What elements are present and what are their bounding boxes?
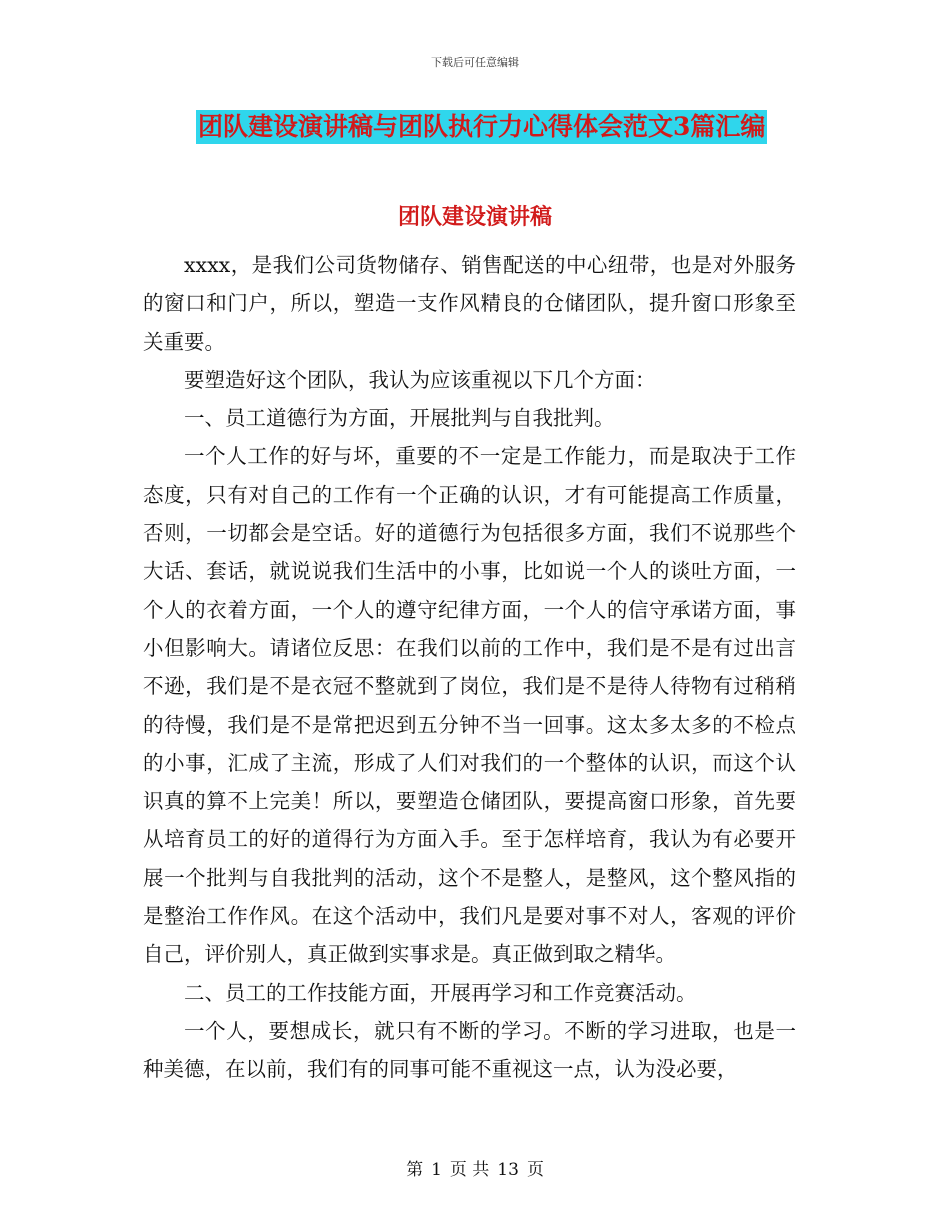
footer-middle: 页 共 — [449, 1160, 490, 1180]
paragraph: 一、员工道德行为方面，开展批判与自我批判。 — [184, 406, 615, 431]
total-pages: 13 — [497, 1160, 519, 1180]
paragraph: xxxx，是我们公司货物储存、销售配送的中心纽带，也是对外服务的窗口和门户，所以，塑造一支作风精良的仓储团队，提升窗口形象至关重要。 — [143, 253, 796, 354]
section-title: 团队建设演讲稿 — [397, 204, 552, 230]
header-note: 下载后可任意编辑 — [431, 56, 519, 69]
footer-prefix: 第 — [406, 1160, 424, 1180]
paragraph: 一个人工作的好与坏，重要的不一定是工作能力，而是取决于工作态度，只有对自己的工作有一个正确的认识，才有可能提高工作质量，否则，一切都会是空话。好的道德行为包括很多方面，我们不说那些个大话、套话，就说说我们生活中的小事，比如说一个人的谈吐方面，一个人的衣着方面，一个人的遵守纪律方面，一个人的信守承诺方面，事小但影响大。请诸位反思：在我们以前的工作中，我们是不是有过出言不逊，我们是不是衣冠不整就到了岗位，我们是不是待人待物有过稍稍的待慢，我们是不是常把迟到五分钟不当一回事。这太多太多的不检点的小事，汇成了主流，形成了人们对我们的一个整体的认识，而这个认识真的算不上完美！所以，要塑造仓储团队，要提高窗口形象，首先要从培育员工的好的道得行为方面入手。至于怎样培育，我认为有必要开展一个批判与自我批判的活动，这个不是整人，是整风，这个整风指的是整治工作作风。在这个活动中，我们凡是要对事不对人，客观的评价自己，评价别人，真正做到实事求是。真正做到取之精华。 — [143, 444, 796, 967]
footer-suffix: 页 — [526, 1160, 544, 1180]
page-footer — [0, 1155, 950, 1180]
paragraph: 二、员工的工作技能方面，开展再学习和工作竞赛活动。 — [184, 980, 697, 1005]
page-number: 1 — [431, 1160, 442, 1180]
paragraph: 一个人，要想成长，就只有不断的学习。不断的学习进取，也是一种美德，在以前，我们有的同事可能不重视这一点，认为没必要， — [143, 1018, 796, 1082]
body-text — [143, 246, 796, 1089]
document-title: 团队建设演讲稿与团队执行力心得体会范文3篇汇编 — [196, 110, 767, 144]
paragraph: 要塑造好这个团队，我认为应该重视以下几个方面： — [184, 367, 656, 392]
